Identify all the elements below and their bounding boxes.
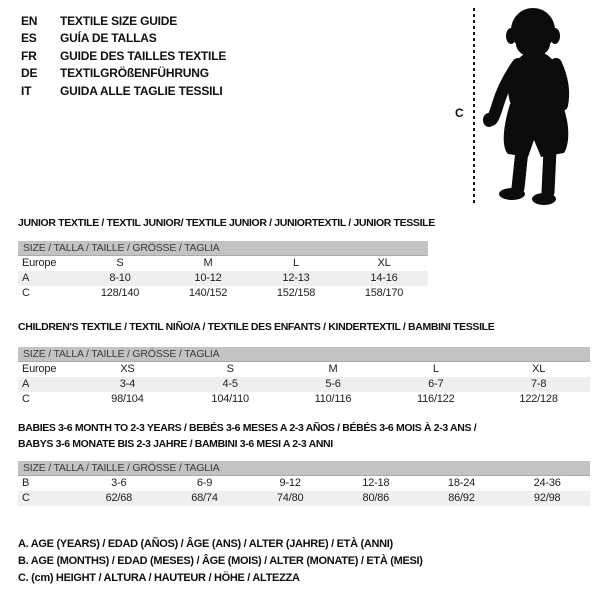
table-cell: M	[328, 363, 338, 375]
table-cell: 92/98	[533, 492, 561, 504]
row-label: C	[22, 492, 30, 504]
footnote-line: C. (cm) HEIGHT / ALTURA / HAUTEUR / HÖHE / ALTEZZA	[18, 572, 300, 585]
table-row	[18, 491, 590, 506]
table-cell: 68/74	[191, 492, 218, 504]
language-row	[21, 13, 226, 30]
table-cell: 80/86	[362, 492, 390, 504]
table-cell: S	[116, 257, 124, 269]
table-cell: L	[293, 257, 299, 269]
language-label: TEXTILGRÖßENFÜHRUNG	[60, 66, 209, 81]
language-list	[21, 13, 226, 100]
table-cell: XL	[532, 363, 546, 375]
children-size-table	[18, 347, 590, 407]
size-header-bar: SIZE / TALLA / TAILLE / GRÖSSE / TAGLIA	[18, 347, 590, 362]
table-cell: 14-16	[370, 272, 398, 284]
table-cell: L	[432, 363, 439, 375]
row-label: C	[22, 393, 30, 405]
table-row	[18, 256, 428, 271]
language-label: TEXTILE SIZE GUIDE	[60, 14, 178, 28]
language-row	[21, 65, 226, 82]
footnote-line: B. AGE (MONTHS) / EDAD (MESES) / ÂGE (MOIS) / ALTER (MONATE) / ETÀ (MESI)	[18, 555, 423, 568]
table-row	[18, 362, 590, 377]
footnote-line: A. AGE (YEARS) / EDAD (AÑOS) / ÂGE (ANS) / ALTER (JAHRE) / ETÀ (ANNI)	[18, 538, 393, 550]
table-cell: 3-4	[119, 378, 136, 390]
section-title-babies	[18, 420, 476, 452]
table-cell: 6-9	[196, 477, 213, 489]
language-code: ES	[21, 31, 37, 46]
table-cell: 140/152	[188, 287, 228, 299]
height-label-c: C	[455, 106, 464, 120]
table-cell: 12-18	[362, 477, 390, 489]
size-header-bar: SIZE / TALLA / TAILLE / GRÖSSE / TAGLIA	[18, 461, 590, 476]
table-cell: 158/170	[364, 287, 404, 299]
table-cell: 5-6	[325, 378, 341, 390]
language-row	[21, 48, 226, 65]
table-cell: 104/110	[211, 393, 249, 405]
table-cell: 24-36	[533, 477, 561, 489]
language-label: GUÍA DE TALLAS	[60, 31, 157, 46]
table-row	[18, 377, 590, 392]
table-cell: 62/68	[105, 492, 133, 504]
title-line: JUNIOR TEXTILE / TEXTIL JUNIOR/ TEXTILE JUNIOR / JUNIORTEXTIL / JUNIOR TESSILE	[18, 217, 435, 229]
section-title-junior	[18, 215, 435, 231]
table-cell: 9-12	[279, 477, 301, 489]
language-code: EN	[21, 14, 38, 28]
table-cell: 8-10	[109, 272, 131, 284]
junior-size-table	[18, 241, 428, 301]
table-cell: 12-13	[282, 272, 310, 284]
section-title-children	[18, 319, 494, 335]
babies-size-table	[18, 461, 590, 506]
table-cell: 116/122	[417, 393, 455, 405]
row-label: B	[22, 477, 30, 489]
table-cell: 122/128	[519, 393, 558, 405]
row-label: C	[22, 287, 30, 299]
row-label: Europe	[22, 363, 57, 375]
table-cell: 10-12	[194, 272, 222, 284]
table-row	[18, 392, 590, 407]
size-header-bar: SIZE / TALLA / TAILLE / GRÖSSE / TAGLIA	[18, 241, 428, 256]
table-cell: M	[203, 257, 213, 269]
row-label: A	[22, 272, 30, 284]
table-row	[18, 271, 428, 286]
language-label: GUIDA ALLE TAGLIE TESSILI	[60, 83, 223, 98]
table-cell: 18-24	[447, 477, 476, 489]
table-cell: S	[226, 363, 234, 375]
language-code: DE	[21, 66, 38, 81]
language-row	[21, 83, 226, 100]
language-code: FR	[21, 48, 37, 63]
table-cell: 3-6	[111, 477, 127, 489]
table-cell: 152/158	[276, 287, 316, 299]
footnotes	[18, 536, 423, 588]
language-code: IT	[21, 83, 32, 98]
table-cell: XS	[120, 363, 135, 375]
table-cell: 6-7	[428, 378, 444, 390]
table-row	[18, 476, 590, 491]
language-label: GUIDE DES TAILLES TEXTILE	[60, 48, 227, 63]
table-cell: 128/140	[100, 287, 140, 299]
table-row	[18, 286, 428, 301]
toddler-silhouette-figure	[478, 4, 590, 208]
table-cell: 86/92	[448, 492, 475, 504]
title-line: BABYS 3-6 MONATE BIS 2-3 JAHRE / BAMBINI 3-6 MESI A 2-3 ANNI	[18, 438, 333, 450]
title-line: CHILDREN'S TEXTILE / TEXTIL NIÑO/A / TEXTILE DES ENFANTS / KINDERTEXTIL / BAMBINI TESSILE	[18, 321, 495, 333]
title-line: BABIES 3-6 MONTH TO 2-3 YEARS / BEBÉS 3-6 MESES A 2-3 AÑOS / BÉBÉS 3-6 MOIS À 2-3 ANS /	[18, 422, 477, 434]
row-label: Europe	[22, 257, 57, 269]
table-cell: 98/104	[111, 393, 144, 405]
table-cell: 74/80	[276, 492, 304, 504]
language-row	[21, 30, 226, 47]
table-cell: 4-5	[222, 378, 238, 390]
height-measure-dashed-line	[473, 8, 475, 206]
row-label: A	[22, 378, 30, 390]
table-cell: 110/116	[314, 393, 352, 405]
table-cell: XL	[377, 257, 391, 269]
table-cell: 7-8	[530, 378, 547, 390]
